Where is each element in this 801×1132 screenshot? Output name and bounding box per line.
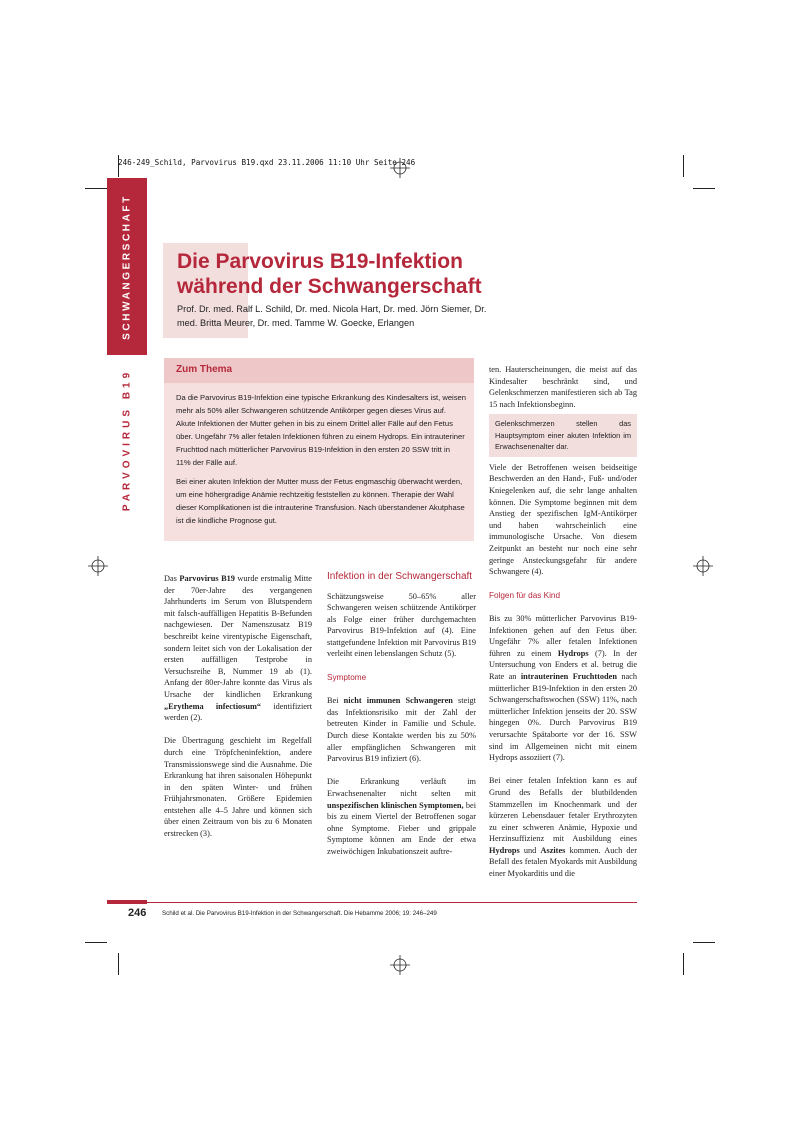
- crop-mark: [693, 188, 715, 189]
- footer-citation: Schild et al. Die Parvovirus B19-Infektion in der Schwangerschaft. Die Hebamme 2006; 19: 246–249: [162, 910, 437, 917]
- bold-term: intrauterinen Fruchttoden: [520, 671, 617, 681]
- bold-term: Aszites: [540, 845, 566, 855]
- registration-mark-icon: [693, 556, 713, 576]
- crop-mark: [118, 953, 119, 975]
- crop-mark: [693, 942, 715, 943]
- body-paragraph: Bei einer fetalen Infektion kann es auf Grund des Befalls der blutbildenden Stammzellen im Knochenmark und der kürzeren Lebensdauer fetaler Erythrozyten zu einer schweren Anämie, Hypoxie und Herzinsuffizienz mit Ausbildung eines Hydrops und Aszites kommen. Auch der Befall des fetalen Myokards mit Ausbildung einer Myokarditis und die: [489, 776, 637, 879]
- topic-tab: [107, 355, 147, 525]
- subsection-heading: Symptome: [327, 673, 367, 683]
- bold-term: Hydrops: [489, 845, 520, 855]
- article-authors: Prof. Dr. med. Ralf L. Schild, Dr. med. Nicola Hart, Dr. med. Jörn Siemer, Dr. med. Britta Meurer, Dr. med. Tamme W. Goecke, Erlangen: [177, 304, 487, 328]
- body-paragraph: Die Übertragung geschieht im Regelfall durch eine Tröpfcheninfektion, andere Transmissionswege sind die Ausnahme. Die Erkrankung hat ihren saisonalen Höhepunkt in den späten Winter- und frühen Frühjahrsmonaten. Größere Epidemien entstehen alle 4–5 Jahre und können sich über einen Zeitraum von bis zu 6 Monaten erstrecken (3).: [164, 736, 312, 839]
- bold-term: „Erythema infectiosum“: [164, 701, 262, 711]
- body-paragraph: Die Erkrankung verläuft im Erwachsenenalter nicht selten mit unspezifischen klinischen Symptomen, bei bis zu einem Viertel der Betroffenen sogar ohne Symptome. Fieber und grippale Symptome können am Ende der etwa zweiwöchigen Inkubationszeit auftre-: [327, 777, 477, 856]
- summary-box-title: Zum Thema: [176, 364, 233, 375]
- print-slug: 246-249_Schild, Parvovirus B19.qxd 23.11.2006 11:10 Uhr Seite 246: [118, 158, 416, 167]
- bold-term: unspezifischen klinischen Symptomen,: [327, 800, 464, 810]
- subsection-heading: Folgen für das Kind: [489, 590, 561, 600]
- section-label: SCHWANGERSCHAFT: [121, 193, 133, 340]
- body-paragraph: Bis zu 30% mütterlicher Parvovirus B19-Infektionen gehen auf den Fetus über. Ungefähr 7% aller fetalen Infektionen führen zu einem Hydrops (7). In der Untersuchung von Enders et al. betrug die Rate an intrauterinen Fruchttoden nach mütterlicher B19-Infektion in den ersten 20 Schwangerschaftswochen (SSW) 11%, nach mütterlicher Infektion jenseits der 20. SSW hingegen 0%. Durch Parvovirus B19 verursachte Spätaborte vor der 16. SSW sind im Allgemeinen nicht mit einem Hydrops assoziiert (7).: [489, 614, 638, 763]
- registration-mark-icon: [88, 556, 108, 576]
- crop-mark: [85, 942, 107, 943]
- body-paragraph: ten. Hauterscheinungen, die meist auf das Kindesalter beschränkt sind, und Gelenkschmerzen manifestieren sich ab Tag 15 nach Infektionsbeginn.: [489, 365, 637, 409]
- section-tab: [107, 178, 147, 355]
- article-title: Die Parvovirus B19-Infektion während der Schwangerschaft: [177, 250, 482, 298]
- column-1: [164, 573, 312, 851]
- crop-mark: [85, 188, 107, 189]
- page-number: 246: [128, 907, 147, 919]
- body-paragraph: Bei nicht immunen Schwangeren steigt das Infektionsrisiko mit der Zahl der betreuten Kinder in Familie und Schule. Durch diese Kontakte werden bis zu 50% aller empfänglichen Schwangeren mit Parvovirus B19 infiziert (6).: [327, 696, 476, 764]
- summary-box: [164, 358, 474, 541]
- bold-term: Parvovirus B19: [179, 574, 235, 583]
- crop-mark: [683, 155, 684, 177]
- registration-mark-icon: [390, 955, 410, 975]
- footer-rule: [107, 902, 637, 903]
- bold-term: nicht immunen Schwangeren: [343, 696, 453, 706]
- footer-accent-bar: [107, 900, 147, 904]
- body-paragraph: Schätzungsweise 50–65% aller Schwangeren weisen schützende Antikörper als Folge einer früher durchgemachten Parvovirus B19-Infektion auf (4). Eine stattgefundene Infektion mit Parvovirus B19 verleiht einen lebenslangen Schutz (5).: [327, 591, 476, 659]
- section-heading: Infektion in der Schwangerschaft: [327, 571, 473, 582]
- crop-mark: [683, 953, 684, 975]
- pull-quote: Gelenkschmerzen stellen das Hauptsymptom einer akuten Infektion im Erwachsenenalter dar.: [489, 414, 637, 457]
- body-paragraph: Viele der Betroffenen weisen beidseitige Beschwerden an den Hand-, Fuß- und/oder Kniegelenken auf, die sehr lange anhalten können. Die Symptome beginnen mit dem Anstieg der spezifischen IgM-Antikörper und haben wahrscheinlich eine immunologische Ursache. Von diesem Zeitpunkt an besteht nur noch eine sehr geringe Ansteckungsgefahr für andere Schwangere (4).: [489, 462, 637, 577]
- summary-paragraph: Da die Parvovirus B19-Infektion eine typische Erkrankung des Kindesalters ist, weisen mehr als 50% aller Schwangeren schützende Antikörper gegen dieses Virus auf. Akute Infektionen der Mutter gehen in bis zu einem Drittel aller Fälle auf den Fetus über. Ungefähr 7% aller fetalen Infektionen führen zu einem Hydrops. Ein intrauteriner Fruchttod nach mütterlicher Parvovirus B19-Infektion in den ersten 20 SSW tritt in 11% der Fälle auf.: [176, 393, 466, 467]
- column-2: [327, 571, 476, 869]
- column-3: [489, 364, 637, 891]
- summary-paragraph: Bei einer akuten Infektion der Mutter muss der Fetus engmaschig überwacht werden, um eine höhergradige Anämie rechtzeitig feststellen zu können. Therapie der Wahl dieser Komplikationen ist die intrauterine Transfusion. Nach überstandener Akutphase ist die kindliche Prognose gut.: [176, 477, 465, 525]
- bold-term: Hydrops: [557, 648, 589, 658]
- body-paragraph: Das Parvovirus B19 wurde erstmalig Mitte der 70er-Jahre des vergangenen Jahrhunderts im Serum von Blutspendern mit falsch-auffälligen Hepatitis B-Befunden nachgewiesen. Der Namenszusatz B19 beschreibt keine virentypische Eigenschaft, sondern leitet sich von der Lokalisation der ersten auffälligen Testprobe in Versuchsreihe B, Nummer 19 ab (1). Anfang der 80er-Jahre konnte das Virus als Ursache der kindlichen Erkrankung „Erythema infectiosum“ identifiziert werden (2).: [164, 574, 312, 723]
- topic-label: PARVOVIRUS B19: [121, 368, 133, 512]
